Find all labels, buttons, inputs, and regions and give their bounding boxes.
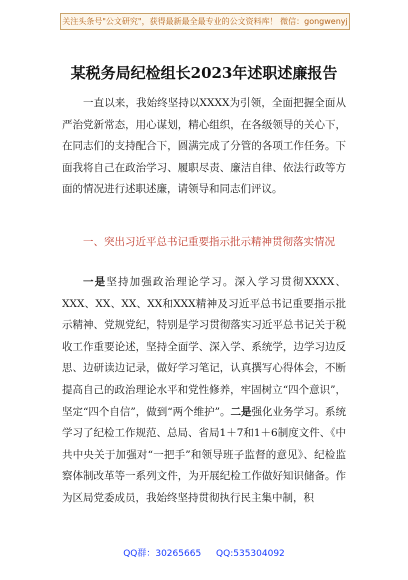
section-paragraph: [62, 272, 346, 510]
lead-marker: 一是: [83, 276, 107, 288]
footer-qq-group: QQ群：30265665: [123, 549, 202, 559]
intro-paragraph: 一直以来，我始终坚持以XXXX为引领，全面把握全面从严治党新常态，用心谋划，精心组织，在各级领导的关心下，在同志们的支持配合下，圆满完成了分管的各项工作任务。下面我将自己在政治学习、履职尽责、廉洁自律、依法行政等方面的情况进行述职述廉，请领导和同志们评议。: [62, 97, 346, 196]
paragraph-text: 坚持加强政治理论学习。深入学习贯彻XXXX、XXX、XX、XX、XX和XXX精神及习近平总书记重要指示批示精神、党规党纪，特别是学习贯彻落实习近平总书记关于税收工作重要论述，坚持全面学、深入学、系统学，边学习边反思、边研读边记录，做好学习笔记，认真撰写心得体会，不断提高自己的政治理论水平和党性修养，牢固树立“四个意识”，坚定“四个自信”，做到“两个维护”。: [62, 276, 346, 418]
lead-marker-2: 二是: [230, 405, 252, 418]
promo-banner: 关注头条号"公文研究"，获得最新最全最专业的公文资料库！ 微信：gongwenyj: [60, 13, 350, 30]
section-heading: 一、突出习近平总书记重要指示批示精神贯彻落实情况: [83, 236, 335, 248]
footer: [0, 546, 408, 559]
document-title: 某税务局纪检组长2023年述职述廉报告: [70, 64, 338, 82]
footer-qq: QQ:535304092: [216, 549, 285, 559]
paragraph-text-2: 强化业务学习。系统学习了纪检工作规范、总局、省局1＋7和1＋6制度文件、《中共中央关于加强对“一把手”和领导班子监督的意见》、纪检监察体制改革等一系列文件，为开展纪检工作做好知识储备。作为区局党委成员，我始终坚持贯彻执行民主集中制，积: [62, 405, 347, 504]
